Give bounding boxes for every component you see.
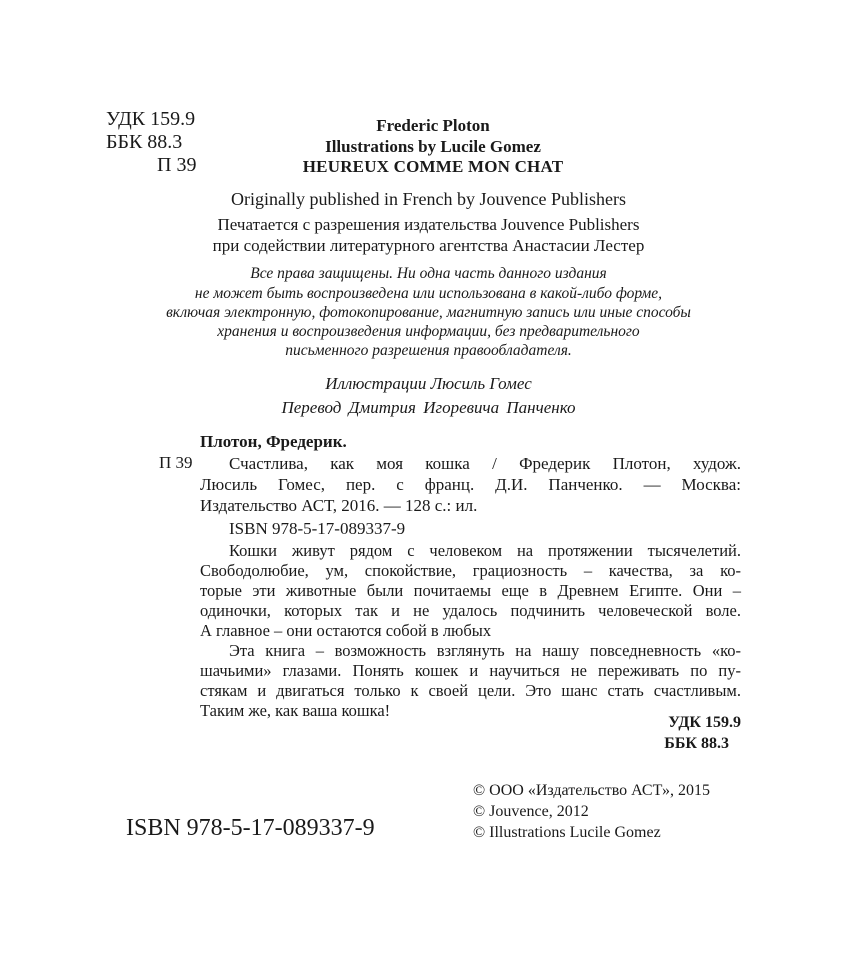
rights-notice-line: включая электронную, фотокопирование, магнитную запись или иные способы [166, 304, 691, 321]
annotation-line: Эта книга – возможность взглянуть на нашу повседневность «ко- [229, 641, 741, 660]
originally-published: Originally published in French by Jouvence Publishers [231, 189, 626, 209]
annotation-line: А главное – они остаются собой в любых [200, 621, 492, 640]
catalog-description-line: Издательство АСТ, 2016. — 128 с.: ил. [200, 496, 478, 515]
bbk-code: ББК 88.3 [106, 131, 183, 153]
annotation-line: торые эти животные были почитаемы еще в Древнем Египте. Они – [200, 581, 741, 600]
rights-notice-line: не может быть воспроизведена или использована в какой-либо форме, [194, 285, 663, 302]
copyright-line: © Illustrations Lucile Gomez [473, 824, 661, 841]
annotation-line: Свободолюбие, ум, спокойствие, грациозность – качества, за ко- [200, 561, 741, 580]
catalog-heading: Плотон, Фредерик. [200, 432, 347, 451]
rights-notice-line: Все права защищены. Ни одна часть данного издания [250, 265, 607, 282]
illustrator-credit: Иллюстрации Люсиль Гомес [325, 374, 532, 393]
copyright-line: © ООО «Издательство АСТ», 2015 [473, 782, 710, 799]
annotation-line: шачьими» глазами. Понять кошек и научиться не переживать по пу- [200, 661, 741, 680]
annotation-line: Кошки живут рядом с человеком на протяжении тысячелетий. [229, 541, 741, 560]
catalog-bbk: ББК 88.3 [664, 735, 729, 752]
catalog-udk: УДК 159.9 [668, 714, 741, 731]
isbn-large: ISBN 978-5-17-089337-9 [126, 815, 375, 841]
rights-notice-line: хранения и воспроизведения информации, без предварительного [217, 323, 640, 340]
catalog-description-line: Счастлива, как моя кошка / Фредерик Плотон, худож. [229, 454, 741, 473]
udk-code: УДК 159.9 [106, 108, 196, 130]
catalog-author-code: П 39 [159, 453, 193, 472]
original-title: HEUREUX COMME MON CHAT [302, 157, 564, 176]
permission-line-1: Печатается с разрешения издательства Jouvence Publishers [217, 215, 640, 234]
catalog-isbn: ISBN 978-5-17-089337-9 [229, 519, 406, 538]
translator-credit: Перевод Дмитрия Игоревича Панченко [281, 398, 576, 417]
original-illustrations: Illustrations by Lucile Gomez [325, 137, 541, 156]
permission-line-2: при содействии литературного агентства Анастасии Лестер [212, 236, 645, 255]
annotation-line: стякам и двигаться только к своей цели. Это шанс стать счастливым. [200, 681, 741, 700]
annotation-line: одиночки, которых так и не удалось подчинить человеческой воле. [200, 601, 741, 620]
copyright-line: © Jouvence, 2012 [473, 803, 589, 820]
original-author: Frederic Ploton [376, 116, 490, 135]
annotation-line: Таким же, как ваша кошка! [200, 701, 391, 720]
author-code: П 39 [157, 154, 197, 176]
catalog-description-line: Люсиль Гомес, пер. с франц. Д.И. Панченко. — Москва: [200, 475, 741, 494]
rights-notice-line: письменного разрешения правообладателя. [285, 342, 572, 359]
